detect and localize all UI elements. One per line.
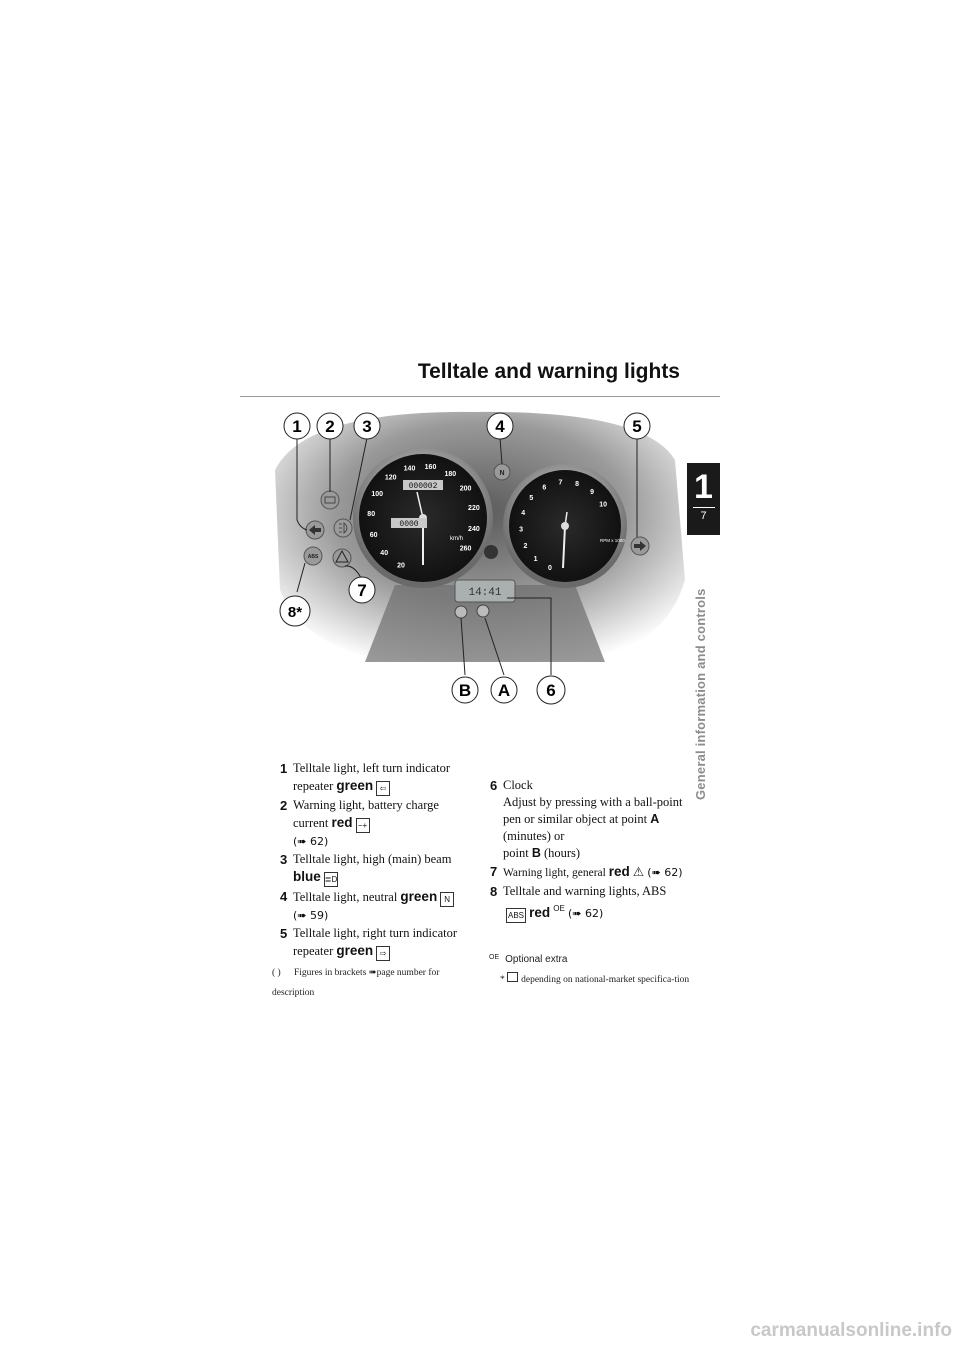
legend-text: Telltale and warning lights, ABS — [503, 884, 667, 898]
left-arrow-icon: ⇦ — [376, 781, 390, 796]
legend-left-column — [280, 760, 470, 962]
chapter-number: 1 — [694, 468, 713, 506]
speedo-tick-label: 120 — [384, 474, 397, 482]
cluster-knob — [484, 545, 498, 559]
legend-text: Telltale light, neutral — [293, 890, 401, 904]
legend-color: green — [400, 889, 438, 904]
legend-item-6 — [490, 777, 690, 862]
neutral-lamp-label: N — [499, 470, 505, 477]
speedo-tick-label: 80 — [367, 511, 376, 518]
legend-item-5 — [280, 925, 470, 961]
legend-right-column — [490, 777, 690, 924]
tacho-tick-label: 7 — [558, 479, 563, 487]
speedo-tick-label: 180 — [444, 471, 457, 479]
page-title: Telltale and warning lights — [417, 360, 680, 383]
legend-text: Warning light, general — [503, 867, 609, 879]
tachometer — [503, 464, 627, 588]
chapter-title: General information and controls — [693, 588, 708, 800]
speedo-tick-label: 160 — [424, 464, 437, 471]
optional-extra-mark: OE — [553, 904, 565, 913]
tacho-tick-label: 5 — [529, 495, 534, 503]
legend-text: Telltale light, high (main) beam — [293, 852, 452, 866]
footnote-text: Optional extra — [505, 954, 568, 965]
tacho-tick-label: 9 — [590, 488, 595, 496]
callout-4: 4 — [495, 417, 505, 436]
callout-a: A — [497, 681, 511, 700]
instrument-cluster-figure — [245, 400, 715, 720]
legend-number: 3 — [280, 852, 288, 867]
tacho-tick-label: 6 — [542, 484, 547, 492]
legend-text: Telltale light, right turn indicator repeater — [293, 926, 458, 958]
footnote-text: depending on national-market specifica-tion — [521, 975, 690, 985]
footnote-key: OE — [489, 954, 500, 961]
footnote-key: * — [500, 975, 505, 985]
clock-value: 14:41 — [468, 587, 502, 599]
legend-item-3 — [280, 851, 470, 887]
legend-color: blue — [293, 869, 321, 884]
legend-number: 1 — [280, 761, 288, 776]
right-arrow-icon: ⇨ — [376, 946, 390, 961]
legend-text: Telltale light, left turn indicator repeater — [293, 761, 451, 793]
callout-6: 6 — [546, 681, 556, 700]
tacho-tick-label: 1 — [533, 556, 538, 564]
speedo-tick-label: 140 — [403, 465, 416, 473]
high-beam-icon: ≣D — [324, 872, 338, 887]
footnote-national-market — [500, 970, 690, 990]
neutral-icon: N — [440, 892, 454, 907]
legend-color: red — [529, 905, 551, 920]
legend-text: (minutes) or — [503, 829, 565, 843]
legend-text: Adjust by pressing with a ball-point pen or similar object at point — [503, 795, 683, 826]
legend-color: green — [336, 778, 374, 793]
footnote-brackets — [272, 963, 477, 1003]
callout-1: 1 — [292, 417, 302, 436]
footnote-text: Figures in brackets ➠page number for description — [272, 968, 440, 998]
abs-lamp-label: ABS — [307, 554, 319, 560]
point-b-label: B — [531, 846, 541, 860]
national-flag-icon — [507, 972, 518, 982]
page-reference: (➠ 62) — [293, 835, 329, 848]
legend-text: point — [503, 846, 532, 860]
legend-number: 6 — [490, 778, 498, 793]
callout-7: 7 — [357, 581, 367, 600]
page-number: 7 — [700, 510, 707, 522]
footnote-key: ( ) — [272, 968, 281, 978]
legend-number: 8 — [490, 884, 498, 899]
callout-8: 8* — [287, 604, 303, 621]
tacho-tick-label: 10 — [599, 501, 607, 509]
speedo-unit: km/h — [450, 536, 464, 542]
callout-3: 3 — [362, 417, 372, 436]
legend-item-4 — [280, 888, 470, 924]
abs-icon: ABS — [506, 908, 526, 923]
page-reference: (➠ 62) — [647, 866, 683, 879]
clock-button-b — [455, 606, 467, 618]
legend-item-7 — [490, 863, 690, 882]
tacho-unit: RPM x 1000 — [600, 538, 625, 543]
tripmeter-value: 0000 — [399, 520, 419, 529]
legend-color: red — [608, 864, 630, 879]
speedo-tick-label: 260 — [459, 545, 472, 553]
tacho-tick-label: 8 — [575, 481, 580, 489]
legend-color: green — [336, 943, 374, 958]
page-reference: (➠ 62) — [567, 907, 604, 920]
footnote-optional-extra — [489, 948, 689, 970]
speedo-tick-label: 40 — [380, 550, 389, 558]
tacho-tick-label: 3 — [519, 526, 524, 534]
callout-2: 2 — [325, 417, 335, 436]
legend-item-2 — [280, 797, 470, 850]
legend-item-8 — [490, 883, 690, 923]
speedometer — [353, 448, 493, 588]
speedo-tick-label: 240 — [468, 526, 480, 533]
legend-item-1 — [280, 760, 470, 796]
speedo-tick-label: 20 — [397, 562, 405, 570]
legend-color: red — [331, 815, 353, 830]
speedo-tick-label: 100 — [371, 490, 384, 498]
high-beam-lamp — [334, 519, 352, 537]
tacho-tick-label: 4 — [521, 509, 526, 517]
watermark: carmanualsonline.info — [750, 1320, 952, 1341]
legend-number: 4 — [280, 889, 288, 904]
tacho-tick-label: 0 — [548, 564, 552, 572]
battery-icon: −+ — [356, 818, 370, 833]
clock-button-a — [477, 605, 489, 617]
callout-b: B — [458, 681, 472, 700]
point-a-label: A — [650, 812, 660, 826]
callout-5: 5 — [632, 417, 642, 436]
tacho-tick-label: 2 — [523, 542, 528, 550]
odometer-value: 000002 — [408, 482, 438, 491]
legend-title: Clock — [503, 778, 533, 792]
speedo-tick-label: 220 — [468, 505, 480, 512]
legend-number: 7 — [490, 864, 498, 879]
battery-lamp — [321, 491, 339, 509]
legend-number: 5 — [280, 926, 288, 941]
speedo-tick-label: 60 — [369, 531, 378, 539]
warning-triangle-icon: ⚠ — [632, 865, 645, 879]
legend-text: (hours) — [540, 846, 581, 860]
title-divider — [240, 396, 720, 397]
page-reference: (➠ 59) — [293, 909, 329, 922]
speedo-tick-label: 200 — [459, 485, 472, 493]
legend-number: 2 — [280, 798, 288, 813]
legend-text: Warning light, battery charge current — [293, 798, 439, 830]
